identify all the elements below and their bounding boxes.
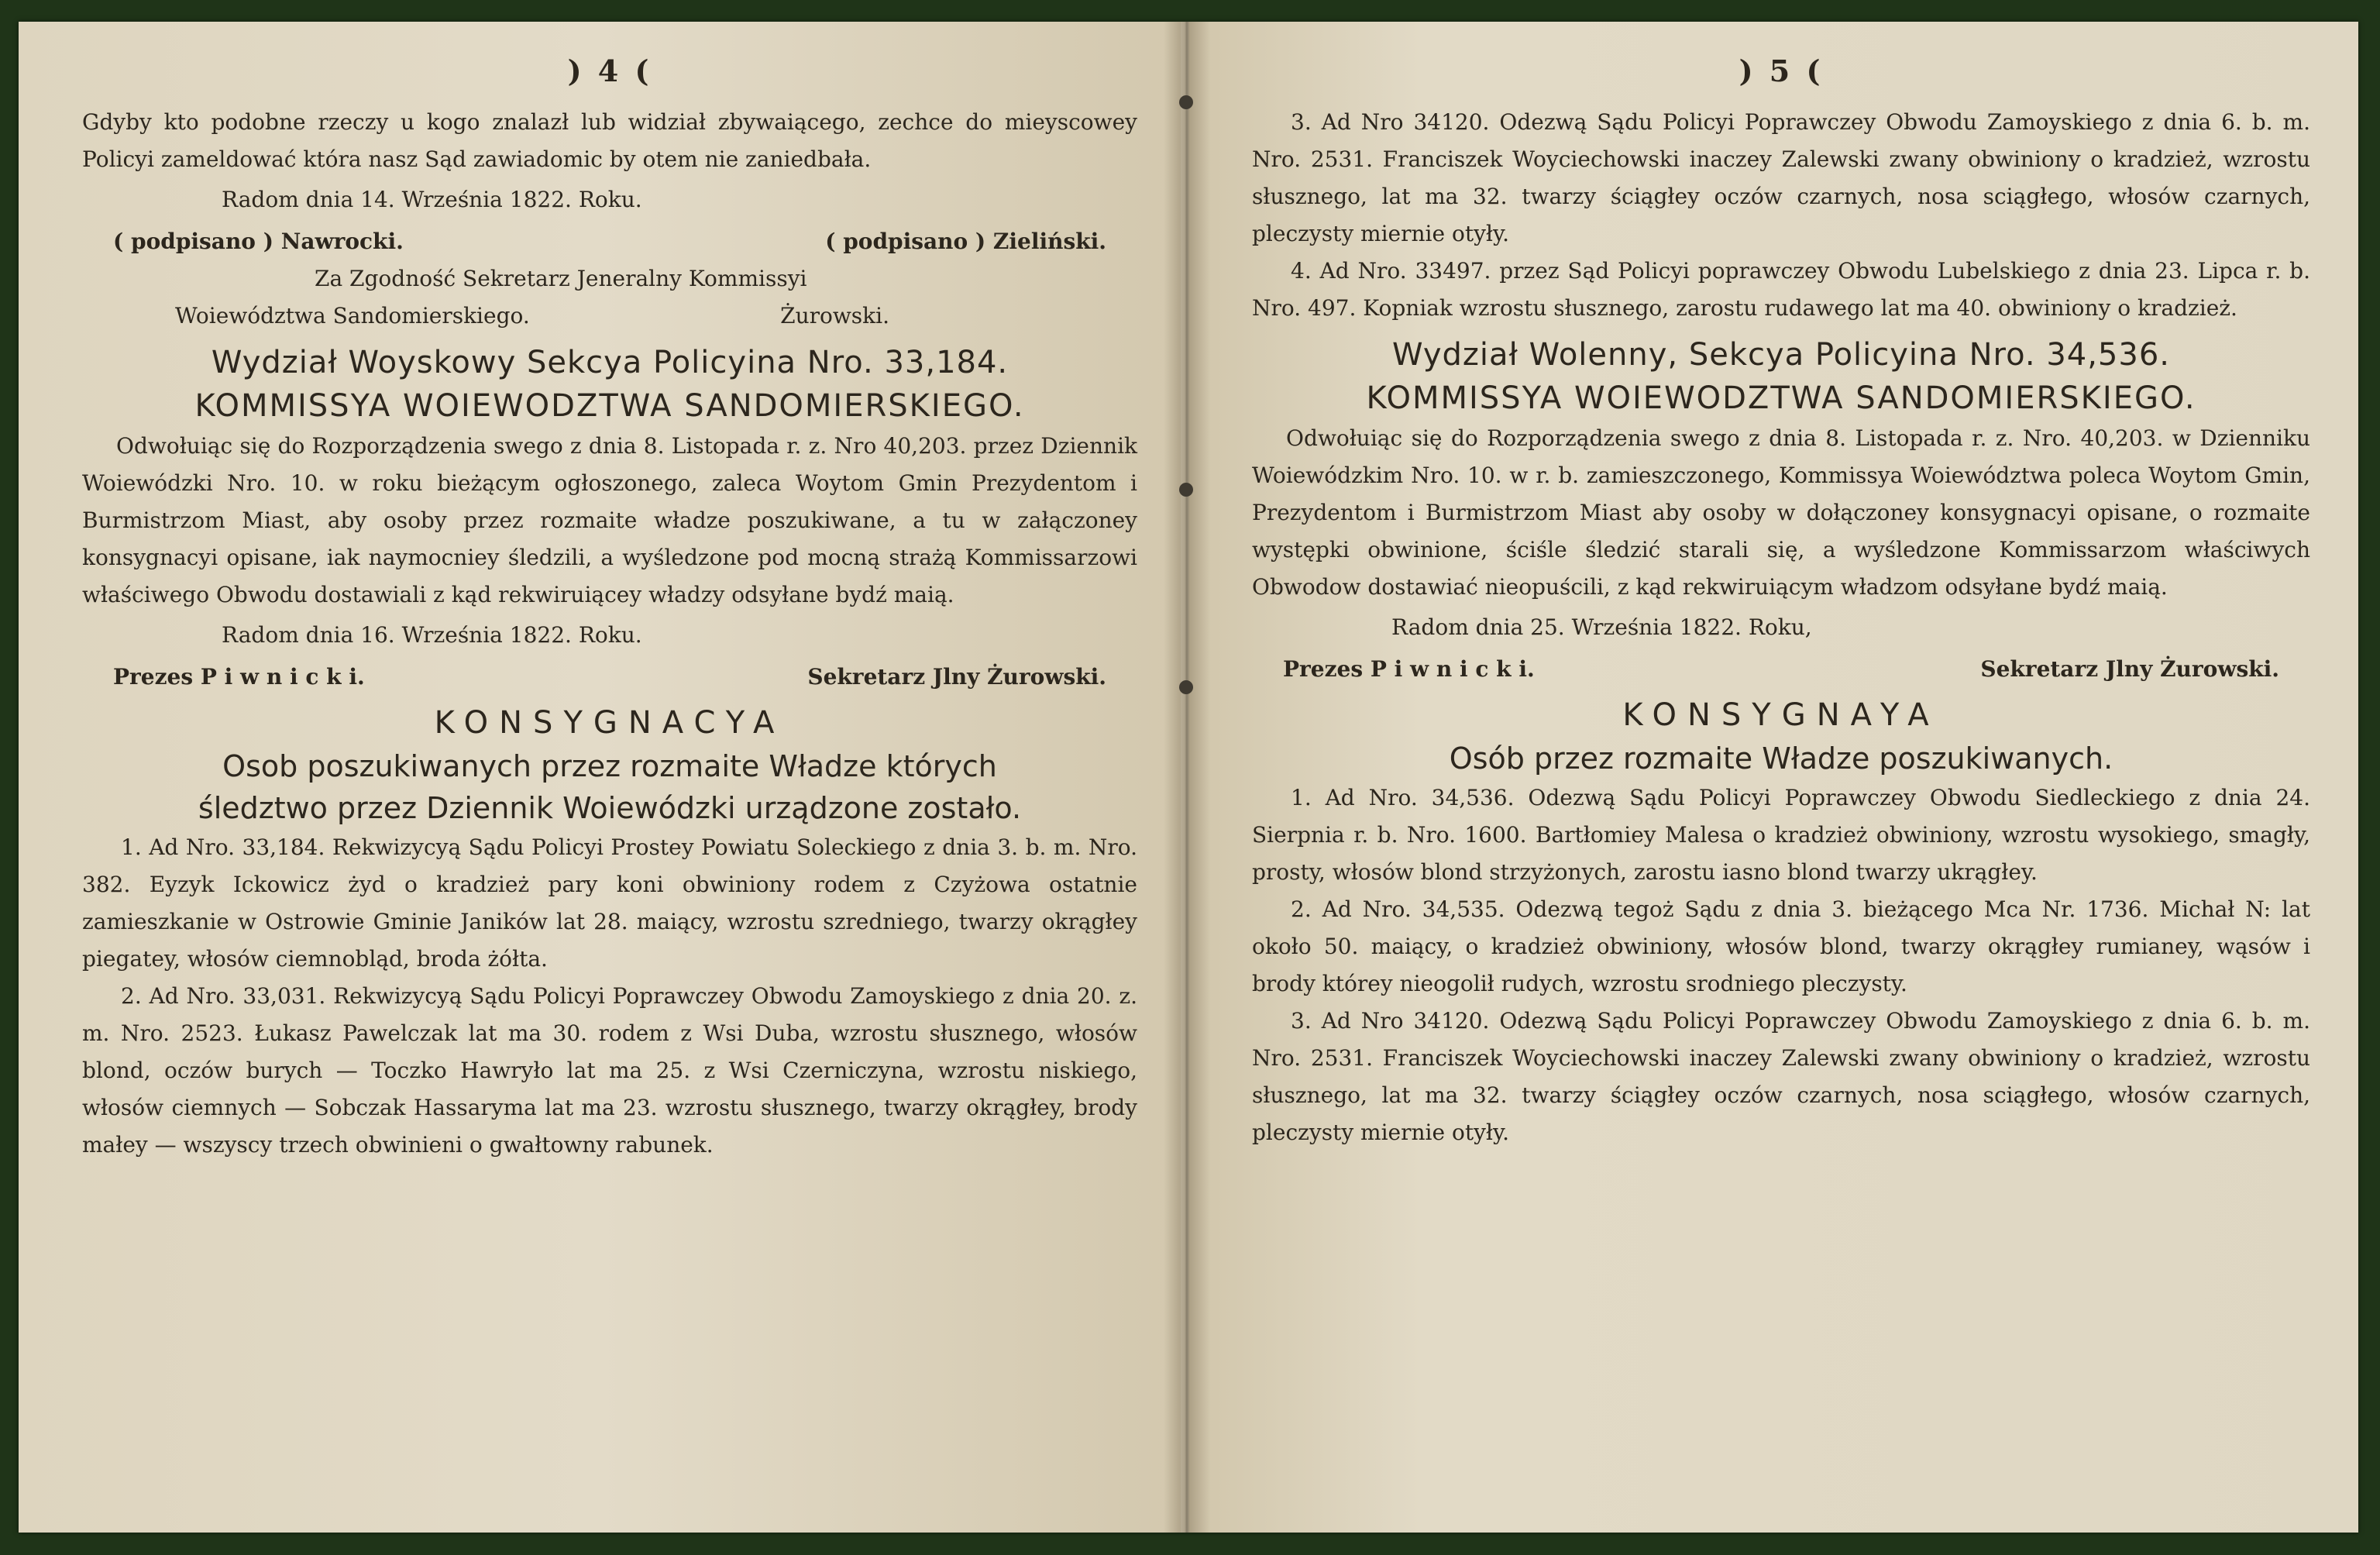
- signature-secretary: Sekretarz Jlny Żurowski.: [807, 664, 1106, 690]
- department-heading: Wydział Woyskowy Sekcya Policyina Nro. 33,184.: [211, 345, 1009, 380]
- place-date: Radom dnia 14. Września 1822. Roku.: [222, 187, 642, 212]
- department-heading: Wydział Wolenny, Sekcya Policyina Nro. 34,536.: [1392, 337, 2170, 373]
- place-date: Radom dnia 16. Września 1822. Roku.: [222, 622, 642, 648]
- book-gutter: [1164, 22, 1210, 1533]
- commission-heading: KOMMISSYA WOIEWODZTWA SANDOMIERSKIEGO.: [1366, 380, 2196, 416]
- scanned-document: [19, 22, 2358, 1533]
- page-number: ) 5 (: [1739, 53, 1824, 88]
- place-date: Radom dnia 25. Września 1822. Roku,: [1391, 614, 1812, 640]
- signature-president: Prezes P i w n i c k i.: [113, 664, 365, 690]
- konsygnacya-subtitle: Osób przez rozmaite Władze poszukiwanych.: [1449, 741, 2113, 776]
- certification-signer: Żurowski.: [780, 303, 889, 329]
- list-item: 3. Ad Nro 34120. Odezwą Sądu Policyi Poprawczey Obwodu Zamoyskiego z dnia 6. b. m. Nro. 2531. Franciszek Woyciechowski inaczey Zalewski zwany obwiniony o kradzież, wzrostu słusznego, lat ma 32. twarzy ściągłey oczów czarnych, nosa sciągłego, włosów czarnych, pleczysty miernie otyły.: [1252, 109, 2310, 246]
- konsygnacya-heading: KONSYGNAYA: [1622, 697, 1940, 733]
- binding-stitch: [1179, 95, 1193, 109]
- certification-line: Za Zgodność Sekretarz Jeneralny Kommissyi: [315, 266, 807, 291]
- signature-secretary: Sekretarz Jlny Żurowski.: [1980, 656, 2279, 682]
- binding-stitch: [1179, 483, 1193, 497]
- list-item: 3. Ad Nro 34120. Odezwą Sądu Policyi Poprawczey Obwodu Zamoyskiego z dnia 6. b. m. Nro. 2531. Franciszek Woyciechowski inaczey Zalewski zwany obwiniony o kradzież, wzrostu słusznego, lat ma 32. twarzy ściągłey oczów czarnych, nosa sciągłego, włosów czarnych, pleczysty miernie otyły.: [1252, 1008, 2310, 1145]
- left-page-content: [82, 53, 1137, 1164]
- commission-heading: KOMMISSYA WOIEWODZTWA SANDOMIERSKIEGO.: [194, 388, 1025, 424]
- signature-president: Prezes P i w n i c k i.: [1283, 656, 1535, 682]
- konsygnacya-subtitle: śledztwo przez Dziennik Woiewódzki urządzone zostało.: [198, 791, 1022, 825]
- right-page: [1188, 22, 2358, 1533]
- list-item: 1. Ad Nro. 34,536. Odezwą Sądu Policyi Poprawczey Obwodu Siedleckiego z dnia 24. Sierpnia r. b. Nro. 1600. Bartłomiey Malesa o kradzież obwiniony, wzrostu wysokiego, smagły, prosty, włosów blond strzyżonych, zarostu iasno blond twarzy ukrągłey.: [1252, 785, 2310, 885]
- signatures-row: [82, 223, 1137, 260]
- page-number: ) 4 (: [567, 53, 652, 88]
- list-item: 4. Ad Nro. 33497. przez Sąd Policyi poprawczey Obwodu Lubelskiego z dnia 23. Lipca r. b. Nro. 497. Kopniak wzrostu słusznego, zarostu rudawego lat ma 40. obwiniony o kradzież.: [1252, 258, 2310, 321]
- signatures-row: [82, 659, 1137, 696]
- konsygnacya-heading: KONSYGNACYA: [434, 705, 786, 741]
- main-paragraph: Odwołuiąc się do Rozporządzenia swego z dnia 8. Listopada r. z. Nro. 40,203. w Dzienniku Woiewódzkim Nro. 10. w r. b. zamieszczonego, Kommissya Woiewództwa poleca Woytom Gmin, Prezydentom i Burmistrzom Miast aby osoby w dołączoney konsygnacyi opisane, o rozmaite występki obwinione, ściśle śledzić starali się, a wyśledzone Kommissarzom właściwych Obwodow dostawiać nieopuścili, z kąd rekwiruiącym władzom odsyłane bydź maią.: [1252, 425, 2310, 600]
- binding-stitch: [1179, 680, 1193, 694]
- konsygnacya-subtitle: Osob poszukiwanych przez rozmaite Władze których: [222, 749, 997, 783]
- list-item: 1. Ad Nro. 33,184. Rekwizycyą Sądu Policyi Prostey Powiatu Soleckiego z dnia 3. b. m. Nro. 382. Eyzyk Ickowicz żyd o kradzież pary koni obwiniony rodem z Czyżowa ostatnie zamieszkanie w Ostrowie Gminie Janików lat 28. maiący, wzrostu szredniego, twarzy okrągłey piegatey, włosów ciemnobląd, broda żółta.: [82, 834, 1137, 972]
- list-item: 2. Ad Nro. 33,031. Rekwizycyą Sądu Policyi Poprawczey Obwodu Zamoyskiego z dnia 20. z. m. Nro. 2523. Łukasz Pawelczak lat ma 30. rodem z Wsi Duba, wzrostu słusznego, włosów blond, oczów burych — Toczko Hawryło lat ma 25. z Wsi Czerniczyna, wzrostu niskiego, włosów ciemnych — Sobczak Hassaryma lat ma 23. wzrostu słusznego, twarzy okrągłey, brody małey — wszyscy trzech obwinieni o gwałtowny rabunek.: [82, 983, 1137, 1158]
- certification-office: Woiewództwa Sandomierskiego.: [175, 303, 530, 329]
- signatures-row: [1252, 651, 2310, 688]
- signed-right: ( podpisano ) Zieliński.: [825, 229, 1106, 254]
- list-item: 2. Ad Nro. 34,535. Odezwą tegoż Sądu z dnia 3. bieżącego Mca Nr. 1736. Michał N: lat około 50. maiący, o kradzież obwiniony, włosów blond, twarzy okrągłey rumianey, wąsów i brody którey nieogolił rudych, wzrostu srodniego pleczysty.: [1252, 896, 2310, 996]
- certification-line-2: [82, 298, 1137, 335]
- signed-left: ( podpisano ) Nawrocki.: [113, 229, 404, 254]
- main-paragraph: Odwołuiąc się do Rozporządzenia swego z dnia 8. Listopada r. z. Nro 40,203. przez Dziennik Woiewódzki Nro. 10. w roku bieżącym ogłoszonego, zaleca Woytom Gmin Prezydentom i Burmistrzom Miast, aby osoby przez rozmaite władze poszukiwane, a tu w załączoney konsygnacyi opisane, iak naymocniey śledzili, a wyśledzone pod mocną strażą Kommissarzowi właściwego Obwodu dostawiali z kąd rekwiruiącey władzy odsyłane bydź maią.: [82, 433, 1137, 607]
- left-page: [19, 22, 1181, 1533]
- intro-paragraph: Gdyby kto podobne rzeczy u kogo znalazł lub widział zbywaiącego, zechce do mieyscowey Policyi zameldować która nasz Sąd zawiadomic by otem nie zaniedbała.: [82, 109, 1137, 172]
- right-page-content: [1252, 53, 2310, 1151]
